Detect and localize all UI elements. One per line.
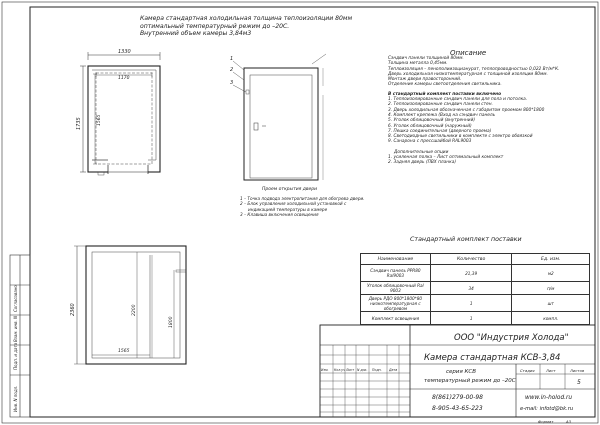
stamp-stage-label: Стадия <box>520 368 535 373</box>
stamp-series-mode: температурный режим до –20С <box>424 378 516 384</box>
section-door-height: 1800 <box>169 316 174 328</box>
stamp-sheet-label: Лист <box>546 368 556 373</box>
kit-line: 7. Пешка соединительная (дверного проема) <box>388 128 492 134</box>
kit-table-cell: Сэндвич панель PPR80 Ral9003 <box>361 265 431 282</box>
description-line: Отделение камеры светоотделения светильника. <box>388 82 502 88</box>
stamp-product: Камера стандартная КСВ-3,84 <box>424 353 561 363</box>
stamp-column-label: Кол.уч <box>334 368 346 372</box>
extra-line: 2. Задняя дверь (ПВХ планка) <box>388 160 457 166</box>
plan-outer-length: 1735 <box>76 117 82 130</box>
kit-table-cell: 1 <box>430 312 512 325</box>
stamp-column-label: N док. <box>357 368 368 372</box>
stamp-format-value: А3 <box>566 419 572 424</box>
door-callout: 3 <box>230 80 234 86</box>
kit-table-header: Наименование <box>361 254 431 265</box>
extra-line: 1. усиленная полка – Лист оптимальный комплект <box>388 155 504 161</box>
stamp-format-label: Формат <box>538 419 554 424</box>
kit-line: 9. Санарона с прессшайбой RAL9003 <box>388 139 472 145</box>
door-caption: Проем открытия двери <box>262 187 318 192</box>
description-block <box>388 56 559 166</box>
section-inner-width: 1565 <box>118 349 130 354</box>
kit-line: 3. Дверь холодильная обозначенная с габаритом проемом 800*1800 <box>388 107 545 113</box>
stamp-company: ООО "Индустрия Холода" <box>454 333 569 343</box>
section-view <box>74 246 186 364</box>
kit-table-cell: 1 <box>430 295 512 312</box>
kit-table-header-row <box>361 254 590 265</box>
side-strip-label: Инв. N подл. <box>13 385 18 412</box>
stamp-sheets-label: Листов <box>570 368 585 373</box>
kit-line: 6. Уголок облицовочный (наружный) <box>388 123 472 129</box>
kit-table-cell: Уголок облицовочный Ral 9003 <box>361 282 431 295</box>
kit-line: 4. Комплект крепежа (Вход на сэндвич панель <box>388 112 496 118</box>
kit-table-cell: шт <box>512 295 590 312</box>
stamp-phone-1: 8(861)279-00-98 <box>432 394 484 401</box>
kit-line: 5. Уголок облицовочный (внутренний) <box>388 118 476 124</box>
stamp-site: www.in-holod.ru <box>525 395 573 401</box>
table-row <box>361 265 590 282</box>
plan-outer-width: 1330 <box>118 49 131 55</box>
description-line: Толщина металла 0,45мм. <box>388 61 448 67</box>
side-strip-label: Согласовано <box>13 285 18 312</box>
door-note: индикацией температуры в камере <box>248 206 328 212</box>
table-row <box>361 295 590 312</box>
door-note: 1 – Точка подвода электропитания для обогрева двери. <box>240 196 365 201</box>
kit-table-cell: компл. <box>512 312 590 325</box>
side-strip-label: Подп. и дата <box>13 342 18 370</box>
kit-table-title: Стандартный комплект поставки <box>410 236 522 243</box>
table-row <box>361 282 590 295</box>
description-line: Монтаж двери правосторонний. <box>388 77 462 83</box>
extra-heading: Дополнительные опции <box>394 149 449 155</box>
door-notes <box>240 196 365 217</box>
kit-table-header: Количество <box>430 254 512 265</box>
kit-table <box>360 253 590 325</box>
title-line: Внутренний объем камеры 3,84м3 <box>140 30 252 38</box>
kit-line: 1. Теплоизолированные сэндвич панели для пола и потолка. <box>388 97 528 103</box>
stamp-column-label: Лист <box>346 368 355 372</box>
description-heading: Описание <box>450 49 487 57</box>
stamp-column-label: Подп. <box>372 368 382 372</box>
stamp-email: e-mail: infotd@bk.ru <box>520 406 574 412</box>
plan-inner-width: 1170 <box>118 76 130 81</box>
section-height-inner: 2200 <box>132 304 137 316</box>
kit-table-header: Ед. изм. <box>512 254 590 265</box>
stamp-column-label: Дата <box>389 368 398 372</box>
description-line: Теплоизоляция – пенополиизоцианурат, теплопроводностью 0,022 Вт/м*К. <box>388 66 560 72</box>
door-view <box>233 54 326 180</box>
stamp-sheets-value: 5 <box>577 379 581 386</box>
kit-table-cell: м2 <box>512 265 590 282</box>
table-row <box>361 312 590 325</box>
kit-line: 2. Теплоизолированные сэндвич панели стен. <box>388 102 493 108</box>
kit-table-cell: 21,39 <box>430 265 512 282</box>
kit-table-cell: п/м <box>512 282 590 295</box>
title-line: оптимальный температурный режим до –20С. <box>140 22 290 30</box>
description-line: Сэндвич панели толщиной 80мм. <box>388 56 464 61</box>
plan-view <box>80 52 160 175</box>
kit-line: 8. Светодиодные светильники в комплекте с электро обвязкой <box>388 134 533 140</box>
section-height-outer: 2360 <box>70 303 76 316</box>
stamp-column-label: Изм. <box>321 368 329 372</box>
kit-heading: В стандартный комплект поставки включено <box>388 91 502 97</box>
door-callout: 1 <box>230 56 234 62</box>
plan-inner-length: 1565 <box>97 114 102 126</box>
door-note: 2 – Блок управления холодильной установкой с <box>240 201 347 207</box>
title-line: Камера стандартная холодильная толщина теплоизоляции 80мм <box>140 15 353 22</box>
kit-table-cell: Дверь РДО 800*1800*80 низкотемпературная с обогревом <box>361 295 431 312</box>
kit-table-cell: 34 <box>430 282 512 295</box>
drawing-title <box>140 15 352 38</box>
side-strip-label: Взам. инв. N <box>13 316 18 342</box>
kit-table-cell: Комплект освещения <box>361 312 431 325</box>
stamp-phone-2: 8-905-43-65-223 <box>432 405 483 412</box>
description-line: Дверь холодильная низкотемпературная с толщиной изоляции 80мм. <box>388 71 548 77</box>
door-note: 3 – Клавиша включения освещения <box>240 211 319 217</box>
stamp-series: серия КСВ <box>446 369 477 375</box>
door-callout: 2 <box>230 67 234 73</box>
